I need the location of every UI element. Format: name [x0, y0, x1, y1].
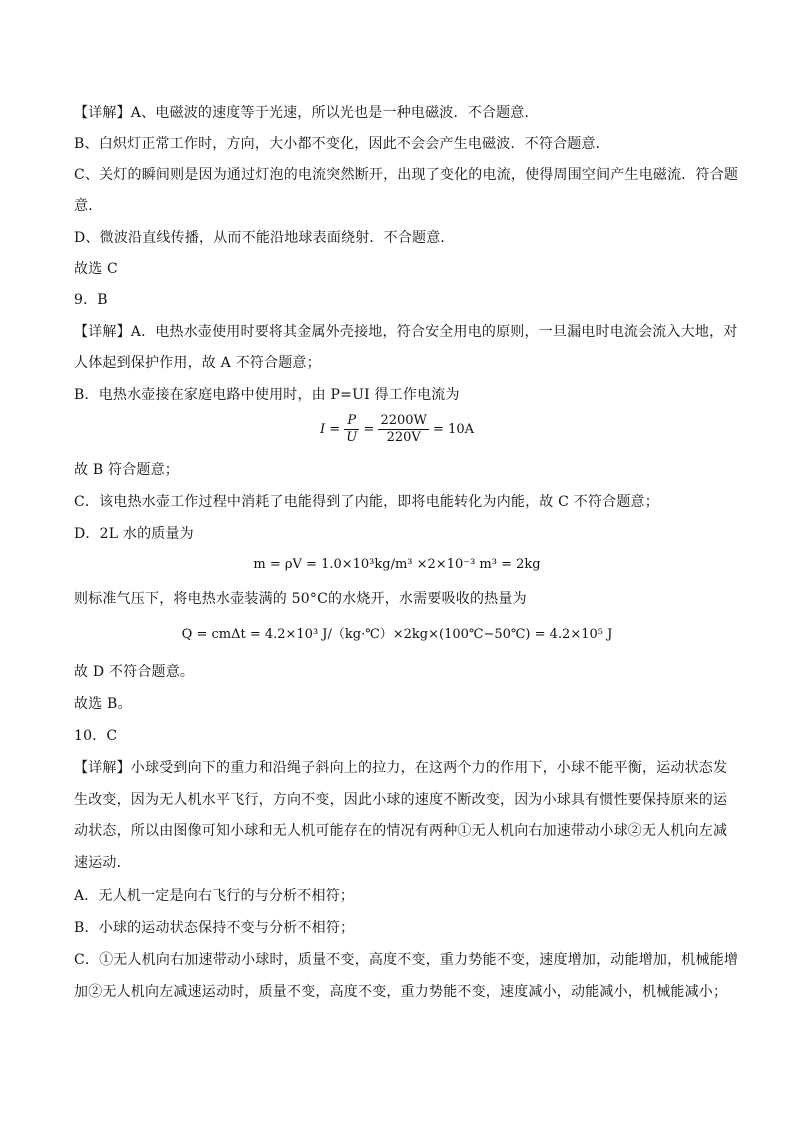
formula-lhs: I =	[319, 422, 341, 437]
text-line: 生改变，因为无人机水平飞行，方向不变，因此小球的速度不断改变，因为小球具有惯性要保持原来的运	[74, 792, 728, 808]
formula-equals: =	[363, 422, 375, 437]
text-line: 速运动．	[74, 855, 131, 871]
text-line: 【详解】A、电磁波的速度等于光速，所以光也是一种电磁波．不合题意．	[74, 105, 539, 121]
text-line: B、白炽灯正常工作时，方向，大小都不变化，因此不会会产生电磁波．不符合题意．	[74, 136, 610, 152]
text-line: 动状态，所以由图像可知小球和无人机可能存在的情况有两种①无人机向右加速带动小球②无人机向左减	[74, 823, 728, 839]
fraction-denominator: U	[346, 430, 358, 445]
fraction-numerator: P	[344, 413, 359, 430]
question-number: 9．B	[74, 292, 108, 308]
fraction-numerator: 2200W	[380, 413, 427, 428]
text-line: 故选 C	[74, 261, 118, 277]
text-line: A．无人机一定是向右飞行的与分析不相符；	[74, 888, 355, 904]
text-line: 故 D 不符合题意。	[74, 664, 195, 680]
text-line: 意．	[74, 198, 103, 214]
text-line: 故选 B。	[74, 696, 132, 712]
fraction-denominator: 220V	[386, 430, 421, 445]
text-line: B．小球的运动状态保持不变与分析不相符；	[74, 920, 355, 936]
question-number: 10．C	[74, 728, 118, 744]
text-line: 故 B 符合题意；	[74, 462, 179, 478]
formula-fraction	[344, 413, 359, 446]
text-line: 则标准气压下，将电热水壶装满的 50°C的水烧开，水需要吸收的热量为	[74, 591, 527, 607]
text-line: C．该电热水壶工作过程中消耗了电能得到了内能，即将电能转化为内能，故 C 不符合题意；	[74, 494, 659, 510]
current-formula	[0, 413, 794, 446]
formula-fraction	[378, 413, 428, 446]
text-line: D、微波沿直线传播，从而不能沿地球表面绕射．不合题意．	[74, 230, 455, 246]
text-line: C．①无人机向右加速带动小球时，质量不变，高度不变，重力势能不变，速度增加，动能增加，机械能增	[74, 952, 739, 968]
text-line: 加②无人机向左减速运动时，质量不变，高度不变，重力势能不变，速度减小，动能减小，机械能减小；	[74, 984, 728, 1000]
text-line: 【详解】小球受到向下的重力和沿绳子斜向上的拉力，在这两个力的作用下，小球不能平衡，运动状态发	[74, 760, 728, 776]
text-line: 【详解】A．电热水壶使用时要将其金属外壳接地，符合安全用电的原则，一旦漏电时电流会流入大地，对	[74, 324, 738, 340]
heat-formula: Q = cmΔt = 4.2×10³ J/（kg·℃）×2kg×(100℃−50℃) = 4.2×10⁵ J	[181, 627, 613, 642]
text-line: D．2L 水的质量为	[74, 526, 194, 542]
text-line: 人体起到保护作用，故 A 不符合题意；	[74, 355, 321, 371]
text-line: C、关灯的瞬间则是因为通过灯泡的电流突然断开，出现了变化的电流，使得周围空间产生电磁流．符合题	[74, 167, 739, 183]
formula-rhs: = 10A	[433, 422, 475, 437]
text-line: B．电热水壶接在家庭电路中使用时，由 P=UI 得工作电流为	[74, 387, 460, 403]
mass-formula: m = ρV = 1.0×10³kg/m³ ×2×10⁻³ m³ = 2kg	[253, 557, 541, 572]
